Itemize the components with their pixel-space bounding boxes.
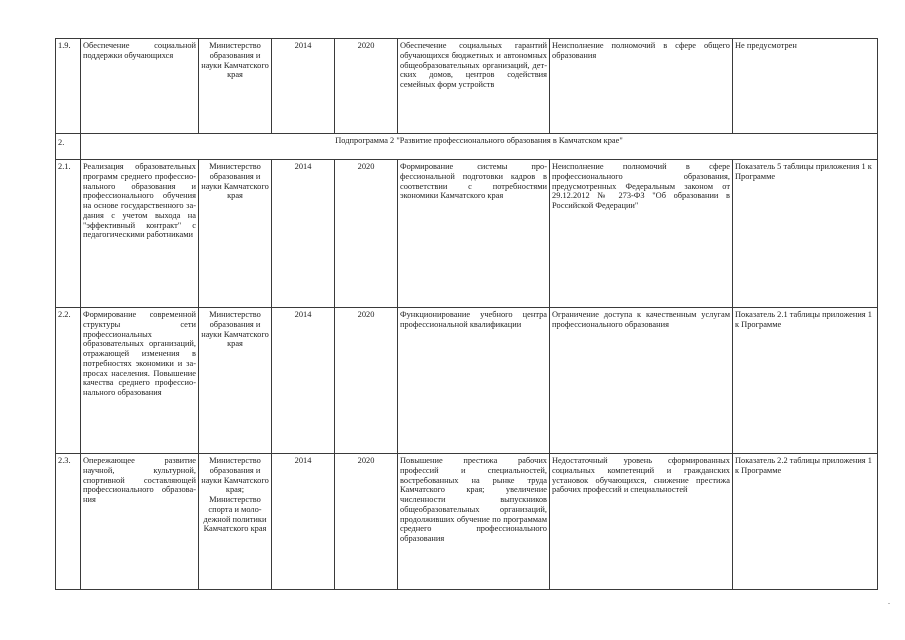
end-year: 2020 bbox=[335, 39, 398, 134]
consequences: Ограничение доступа к качественным услугам профессионального образования bbox=[550, 308, 733, 454]
row-number: 2. bbox=[56, 134, 81, 160]
executor: Министерство образования и науки Камчатского края bbox=[199, 308, 272, 454]
table-row bbox=[56, 160, 878, 308]
executor: Министерство образования и науки Камчатского края; Министерство спорта и молодежной политики Камчатского края bbox=[199, 454, 272, 590]
row-number: 2.1. bbox=[56, 160, 81, 308]
indicator-link: Не предусмотрен bbox=[733, 39, 878, 134]
measures-table bbox=[55, 38, 878, 590]
end-year: 2020 bbox=[335, 160, 398, 308]
measure-name: Реализация образовательных программ среднего профессионального образования и профессионального обучения на основе государственного задания с учетом выхода на "эффективный контракт" с педагогическими работниками bbox=[81, 160, 199, 308]
row-number: 2.3. bbox=[56, 454, 81, 590]
end-year: 2020 bbox=[335, 454, 398, 590]
measure-name: Опережающее развитие научной, культурной, спортивной составляющей профессионального образования bbox=[81, 454, 199, 590]
expected-result: Обеспечение социальных гарантий обучающихся бюджетных и автономных общеобразовательных организаций, детских домов, центров содействия семейных форм устройств bbox=[398, 39, 550, 134]
row-number: 1.9. bbox=[56, 39, 81, 134]
measure-name: Обеспечение социальной поддержки обучающихся bbox=[81, 39, 199, 134]
indicator-link: Показатель 2.2 таблицы приложения 1 к Программе bbox=[733, 454, 878, 590]
end-year: 2020 bbox=[335, 308, 398, 454]
start-year: 2014 bbox=[272, 160, 335, 308]
table-row bbox=[56, 39, 878, 134]
executor: Министерство образования и науки Камчатского края bbox=[199, 39, 272, 134]
indicator-link: Показатель 2.1 таблицы приложения 1 к Программе bbox=[733, 308, 878, 454]
expected-result: Функционирование учебного центра профессиональной квалификации bbox=[398, 308, 550, 454]
table-row bbox=[56, 454, 878, 590]
row-number: 2.2. bbox=[56, 308, 81, 454]
start-year: 2014 bbox=[272, 308, 335, 454]
subprogram-title: Подпрограмма 2 "Развитие профессионального образования в Камчатском крае" bbox=[81, 134, 878, 160]
consequences: Неисполнение полномочий в сфере профессионального образования, предусмотренных Федеральным законом от 29.12.2012 № 273-ФЗ "Об образовании в Российской Федерации" bbox=[550, 160, 733, 308]
consequences: Неисполнение полномочий в сфере общего образования bbox=[550, 39, 733, 134]
table-row bbox=[56, 308, 878, 454]
indicator-link: Показатель 5 таблицы приложения 1 к Программе bbox=[733, 160, 878, 308]
expected-result: Формирование системы профессиональной подготовки кадров в соответствии с потребностями экономики Камчатского края bbox=[398, 160, 550, 308]
subprogram-row bbox=[56, 134, 878, 160]
start-year: 2014 bbox=[272, 454, 335, 590]
consequences: Недостаточный уровень сформированных социальных компетенций и гражданских установок обучающихся, снижение престижа рабочих профессий и специальностей bbox=[550, 454, 733, 590]
scan-speck bbox=[888, 603, 890, 604]
expected-result: Повышение престижа рабочих профессий и специальностей, востребованных на рынке труда Камчатского края; увеличение численности выпускников общеобразовательных организаций, продолживших обучение по программам среднего профессионального образования bbox=[398, 454, 550, 590]
measure-name: Формирование современной структуры сети профессиональных образовательных организаций, отражающей изменения в потребностях экономики и запросах населения. Повышение качества среднего профессионального образования bbox=[81, 308, 199, 454]
executor: Министерство образования и науки Камчатского края bbox=[199, 160, 272, 308]
start-year: 2014 bbox=[272, 39, 335, 134]
